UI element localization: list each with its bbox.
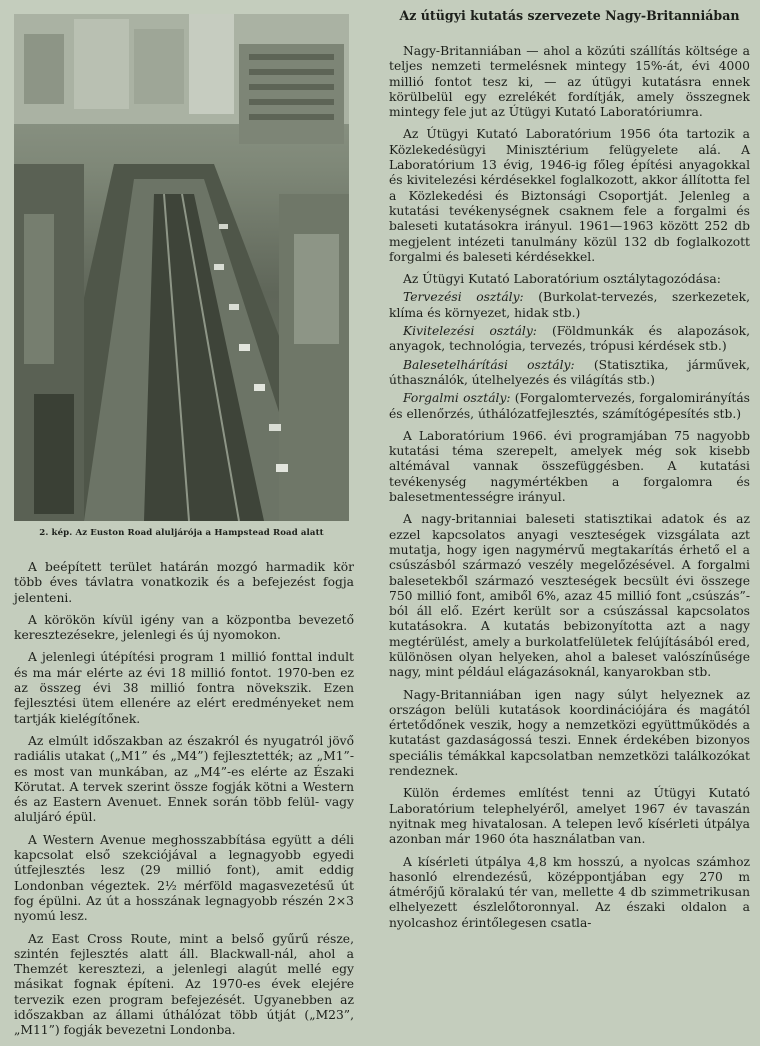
- paragraph: Az Útügyi Kutató Laboratórium osztálytagozódása:: [403, 272, 721, 287]
- left-column: [14, 560, 354, 1046]
- department-item: [389, 290, 750, 321]
- paragraph: A körökön kívül igény van a központba bevezető keresztezésekre, jelenlegi és új nyomokon.: [14, 612, 354, 643]
- department-item: [389, 391, 750, 422]
- paragraph: A Western Avenue meghosszabbítása együtt a déli kapcsolat első szekciójával a legnagyobb egyedi útfejlesztés lesz (29 millió font), amit eddig Londonban végeztek. 2½ mérföld magasvezetésű út fog épülni. Az út a hosszának legnagyobb részén 2×3 nyomú lesz.: [14, 832, 354, 924]
- department-name: Balesetelhárítási osztály:: [403, 357, 575, 372]
- paragraph: A nagy-britanniai baleseti statisztikai adatok és az ezzel kapcsolatos anyagi veszteségek vizsgálata azt mutatja, hogy igen nagymérvű megtakarítás érhető el a csúszásból származó veszély megelőzésével. A forgalmi balesetekből származó veszteségek becsült évi összege 750 millió font, amiből 6%, azaz 45 millió font „csúszás”-ból áll elő. Ezért került sor a csúszással kapcsolatos kutatásokra. A kutatás bebizonyította azt a nagy megtérülést, amely a burkolatfelületek felújításából ered, különösen olyan helyeken, ahol a baleset valószínűsége nagy, mint például elágazásoknál, kanyarokban stb.: [389, 512, 750, 680]
- department-desc: (Földmunkák és alapozások, anyagok, technológia, tervezés, trópusi kérdések stb.): [389, 324, 750, 354]
- article-title: Az útügyi kutatás szervezete Nagy-Britanniában: [399, 8, 740, 23]
- underpass-photo: [14, 14, 349, 521]
- department-name: Forgalmi osztály:: [403, 391, 511, 406]
- paragraph: A jelenlegi útépítési program 1 millió fonttal indult és ma már elérte az évi 18 millió fontot. 1970-ben ez az összeg évi 38 millió fontra növekszik. Ezen fejlesztési ütem ellenére az elért eredményeket nem tartják kielégítőnek.: [14, 650, 354, 726]
- paragraph: A Laboratórium 1966. évi programjában 75 nagyobb kutatási téma szerepelt, amelyek még sok kisebb altémával vannak összefüggésben. A kutatási tevékenység nagymértékben a forgalomra és balesetmentességre irányul.: [389, 428, 750, 505]
- department-desc: (Burkolat-tervezés, szerkezetek, klíma és környezet, hidak stb.): [389, 290, 750, 320]
- paragraph: Az elmúlt időszakban az északról és nyugatról jövő radiális utakat („M1” és „M4”) fejlesztették; az „M1”-es most van munkában, az „M4”-es elérte az Északi Körutat. A tervek szerint össze fogják kötni a Western és az Eastern Avenuet. Ennek során több felül- vagy aluljáró épül.: [14, 733, 354, 825]
- department-name: Kivitelezési osztály:: [403, 324, 537, 339]
- paragraph: Nagy-Britanniában — ahol a közúti szállítás költsége a teljes nemzeti termelésnek mintegy 15%-át, évi 4000 millió fontot tesz ki, — az útügyi kutatásra ennek körülbelül egy ezrelékét fordítják, amely összegnek mintegy fele jut az Útügyi Kutató Laboratóriumra.: [389, 44, 750, 120]
- paragraph: A beépített terület határán mozgó harmadik kör több éves távlatra vonatkozik és a befejezést fogja jelenteni.: [14, 560, 354, 605]
- paragraph: Nagy-Britanniában igen nagy súlyt helyeznek az országon belüli kutatások koordinációjára és magától értetődőnek veszik, hogy a nemzetközi együttműködés a kutatást gazdaságossá teszi. Ennek érdekében bizonyos speciális témákkal kapcsolatban nemzetközi találkozókat rendeznek.: [389, 687, 750, 779]
- right-column: [389, 44, 750, 938]
- photo-caption: 2. kép. Az Euston Road aluljárója a Hampstead Road alatt: [39, 528, 324, 538]
- paragraph: Az Útügyi Kutató Laboratórium 1956 óta tartozik a Közlekedésügyi Minisztérium felügyelete alá. A Laboratórium 13 évig, 1946-ig főleg építési anyagokkal és kivitelezési kérdésekkel foglalkozott, akkor állította fel a Közlekedési és Biztonsági Csoportját. Jelenleg a kutatási tevékenységnek csaknem fele a forgalmi és baleseti kutatásokra irányul. 1961—1963 között 252 db megjelent intézeti tanulmány közül 132 db foglalkozott forgalmi és baleseti kérdésekkel.: [389, 127, 750, 264]
- department-name: Tervezési osztály:: [403, 290, 524, 305]
- department-desc: (Forgalomtervezés, forgalomirányítás és ellenőrzés, úthálózatfejlesztés, számítógépesítés stb.): [389, 391, 750, 421]
- department-item: [389, 358, 750, 389]
- department-desc: (Statisztika, járművek, úthasználók, útelhelyezés és világítás stb.): [389, 357, 750, 387]
- department-item: [389, 324, 750, 355]
- paragraph: Az East Cross Route, mint a belső gyűrű része, szintén fejlesztés alatt áll. Blackwall-nál, ahol a Themzét keresztezi, a jelenlegi alagút mellé egy másikat fognak építeni. Az 1970-es évek elejére tervezik ezen program befejezését. Ugyanebben az időszakban az állami úthálózat több útját („M23”, „M11”) fogják bevezetni Londonba.: [14, 931, 354, 1038]
- paragraph: A kísérleti útpálya 4,8 km hosszú, a nyolcas számhoz hasonló elrendezésű, középpontjában egy 270 m átmérőjű köralakú tér van, mellette 4 db szimmetrikusan elhelyezett észlelőtoronnyal. Az északi oldalon a nyolcashoz érintőlegesen csatla-: [389, 854, 750, 930]
- paragraph: Külön érdemes említést tenni az Útügyi Kutató Laboratórium telephelyéről, amelyet 1967 év tavaszán nyitnak meg hivatalosan. A telepen levő kísérleti útpálya azonban már 1960 óta használatban van.: [389, 786, 750, 847]
